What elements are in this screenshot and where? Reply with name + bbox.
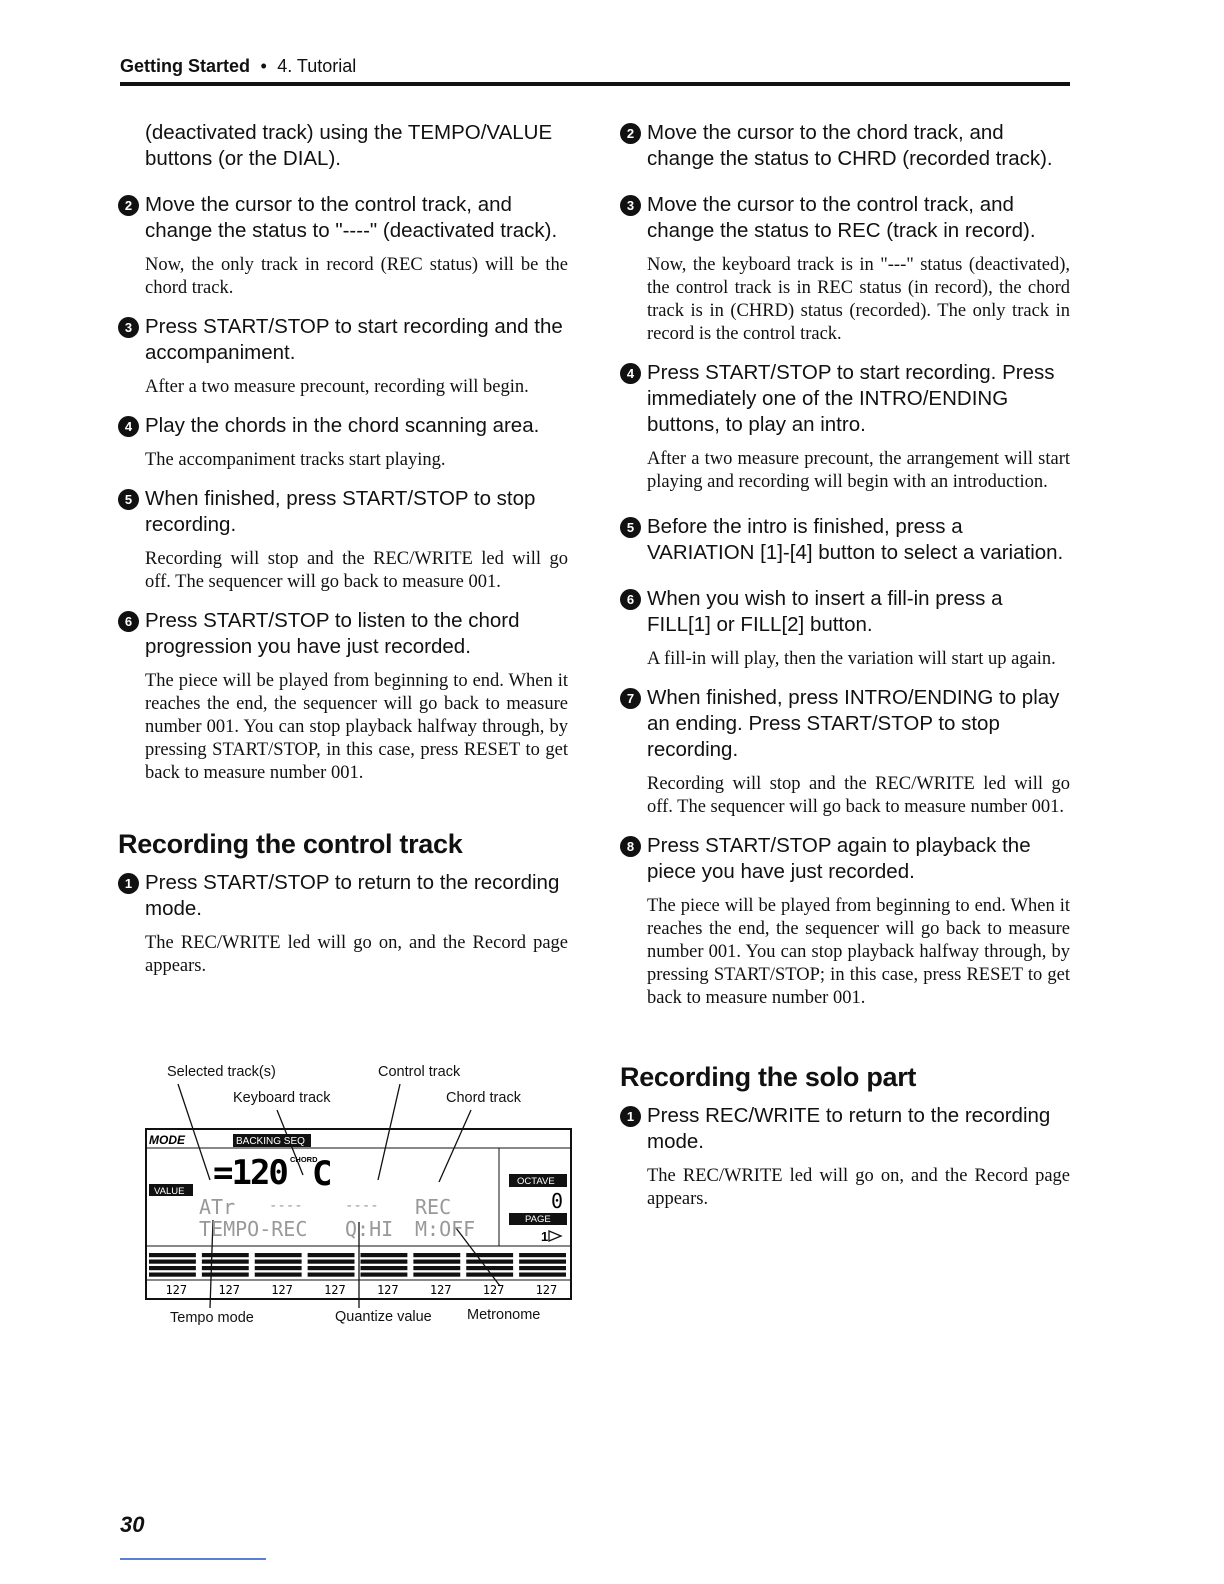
lcd-meter-bar xyxy=(149,1260,196,1264)
lcd-octave-tag: OCTAVE xyxy=(517,1176,555,1187)
step-instruction: Press REC/WRITE to return to the recording mode. xyxy=(647,1104,1051,1153)
step-2 xyxy=(118,192,568,244)
lcd-channel-value: 127 xyxy=(165,1283,188,1297)
lcd-track-status: ATr xyxy=(199,1195,236,1219)
step-instruction: When you wish to insert a fill-in press a FILL[1] or FILL[2] button. xyxy=(647,587,1003,636)
step-instruction: Move the cursor to the control track, and change the status to "----" (deactivated track). xyxy=(145,193,558,242)
step-body: Now, the only track in record (REC status) will be the chord track. xyxy=(145,255,568,298)
lcd-channel-value: 127 xyxy=(324,1283,346,1297)
lcd-meter-bar xyxy=(308,1260,355,1264)
lcd-meter-bar xyxy=(519,1260,566,1264)
step-number-badge: 3 xyxy=(620,195,641,216)
lcd-meter-bar xyxy=(149,1266,196,1270)
step-body: Recording will stop and the REC/WRITE led will go off. The sequencer will go back to measure 001. xyxy=(145,549,568,592)
step-instruction: When finished, press START/STOP to stop recording. xyxy=(145,487,536,536)
step-5 xyxy=(118,486,568,538)
page-number: 30 xyxy=(120,1512,145,1537)
step-number-badge: 1 xyxy=(118,873,139,894)
step-7 xyxy=(620,685,1070,763)
label-tempo-mode: Tempo mode xyxy=(170,1310,254,1326)
step-body: The piece will be played from beginning to end. When it reaches the end, the sequencer will go back to measure number 001. You can stop playback halfway through, by pressing START/STOP, in this case, press RESET to get back to measure number 001. xyxy=(145,671,568,783)
step-body: Recording will stop and the REC/WRITE led will go off. The sequencer will go back to measure number 001. xyxy=(647,774,1070,817)
lcd-dashes-2: ---- xyxy=(345,1198,379,1214)
lcd-meter-bar xyxy=(413,1266,460,1270)
step-body: The accompaniment tracks start playing. xyxy=(145,450,446,470)
lcd-meter-bar xyxy=(466,1253,513,1257)
lcd-chord-tag: CHORD xyxy=(290,1155,318,1164)
step-body: After a two measure precount, recording will begin. xyxy=(145,377,529,397)
step-4 xyxy=(620,360,1070,438)
step-body: Now, the keyboard track is in "---" status (deactivated), the control track is in REC status (in record), the chord track is in (CHRD) status (recorded). The only track in record is the control track. xyxy=(647,255,1070,344)
lcd-octave-value: 0 xyxy=(551,1189,564,1213)
step-number-badge: 1 xyxy=(620,1106,641,1127)
lcd-channel-value: 127 xyxy=(218,1283,240,1297)
lcd-meter-bar xyxy=(413,1253,460,1257)
step-instruction-continued: (deactivated track) using the TEMPO/VALUE buttons (or the DIAL). xyxy=(145,121,553,170)
step-instruction: Press START/STOP to listen to the chord progression you have just recorded. xyxy=(145,609,520,658)
step-4 xyxy=(118,413,568,439)
lcd-meter-bar xyxy=(149,1253,196,1257)
header-subsection: 4. Tutorial xyxy=(277,56,357,76)
step-5 xyxy=(620,514,1070,566)
lcd-tempo-mode: TEMPO-REC xyxy=(199,1217,308,1241)
play-arrow-icon xyxy=(549,1231,561,1241)
lcd-dashes-1: ---- xyxy=(269,1198,303,1214)
label-selected-tracks: Selected track(s) xyxy=(167,1064,276,1080)
lcd-channel-meters xyxy=(149,1253,566,1297)
step-instruction: Press START/STOP to start recording and the accompaniment. xyxy=(145,315,563,364)
step-number-badge: 7 xyxy=(620,688,641,709)
step-number-badge: 4 xyxy=(118,416,139,437)
lcd-meter-bar xyxy=(413,1273,460,1277)
lcd-meter-bar xyxy=(466,1273,513,1277)
label-metronome: Metronome xyxy=(467,1307,541,1323)
lcd-tempo: =120 xyxy=(213,1153,287,1193)
step-number-badge: 3 xyxy=(118,317,139,338)
lcd-channel-value: 127 xyxy=(376,1283,399,1297)
lcd-page-tag: PAGE xyxy=(525,1214,551,1225)
lcd-meter-bar xyxy=(202,1253,249,1257)
lcd-meter-bar xyxy=(466,1266,513,1270)
lcd-meter-bar xyxy=(361,1266,408,1270)
step-8 xyxy=(620,833,1070,885)
lcd-channel-value: 127 xyxy=(429,1283,452,1297)
lcd-meter-bar xyxy=(466,1260,513,1264)
step-3 xyxy=(118,314,568,366)
lcd-rec: REC xyxy=(415,1195,452,1219)
step-number-badge: 4 xyxy=(620,363,641,384)
step-instruction: Press START/STOP again to playback the piece you have just recorded. xyxy=(647,834,1031,883)
lcd-meter-bar xyxy=(361,1260,408,1264)
header-section: Getting Started xyxy=(120,56,251,76)
lcd-screen xyxy=(147,1130,570,1298)
step-instruction: Before the intro is finished, press a VARIATION [1]-[4] button to select a variation. xyxy=(647,515,1064,564)
step-6 xyxy=(118,608,568,660)
step-instruction: Move the cursor to the control track, and change the status to REC (track in record). xyxy=(647,193,1036,242)
step-number-badge: 6 xyxy=(620,589,641,610)
step-number-badge: 2 xyxy=(118,195,139,216)
label-keyboard-track: Keyboard track xyxy=(233,1090,331,1106)
step-3 xyxy=(620,192,1070,244)
left-column xyxy=(118,120,568,978)
step-2 xyxy=(620,120,1070,172)
label-control-track: Control track xyxy=(378,1064,461,1080)
lcd-meter-bar xyxy=(308,1266,355,1270)
step-instruction: When finished, press INTRO/ENDING to play an ending. Press START/STOP to stop recording. xyxy=(647,686,1060,761)
lcd-channel-value: 127 xyxy=(271,1283,293,1297)
step-body: After a two measure precount, the arrangement will start playing and recording will begin with an introduction. xyxy=(647,449,1070,492)
step-body: The piece will be played from beginning to end. When it reaches the end, the sequencer will go back to measure number 001. You can stop playback halfway through, by pressing START/STOP; in this case, press RESET to get back to measure number 001. xyxy=(647,896,1070,1008)
lcd-meter-bar xyxy=(519,1266,566,1270)
lcd-quantize: Q:HI xyxy=(345,1217,394,1241)
lcd-meter-bar xyxy=(255,1266,302,1270)
lcd-meter-bar xyxy=(202,1273,249,1277)
step-1 xyxy=(118,870,568,922)
step-number-badge: 5 xyxy=(620,517,641,538)
section-title: Recording the control track xyxy=(118,829,463,859)
step-instruction: Play the chords in the chord scanning area. xyxy=(145,414,540,437)
step-body: The REC/WRITE led will go on, and the Record page appears. xyxy=(647,1166,1070,1209)
step-body: The REC/WRITE led will go on, and the Record page appears. xyxy=(145,933,568,976)
lcd-meter-bar xyxy=(255,1260,302,1264)
lcd-value-tag: VALUE xyxy=(154,1186,185,1197)
lcd-meter-bar xyxy=(519,1253,566,1257)
lcd-page-value: 1 xyxy=(541,1229,549,1244)
lcd-meter-bar xyxy=(361,1253,408,1257)
step-number-badge: 2 xyxy=(620,123,641,144)
step-number-badge: 8 xyxy=(620,836,641,857)
step-number-badge: 5 xyxy=(118,489,139,510)
lcd-mode: MODE xyxy=(149,1133,185,1147)
section-title: Recording the solo part xyxy=(620,1062,917,1092)
label-quantize-value: Quantize value xyxy=(335,1309,432,1325)
lcd-channel-value: 127 xyxy=(482,1283,505,1297)
lcd-meter-bar xyxy=(308,1273,355,1277)
lcd-meter-bar xyxy=(255,1253,302,1257)
step-instruction: Press START/STOP to start recording. Press immediately one of the INTRO/ENDING buttons, to play an intro. xyxy=(647,361,1055,436)
lcd-meter-bar xyxy=(202,1266,249,1270)
lcd-backing-seq: BACKING SEQ xyxy=(236,1136,305,1147)
step-6 xyxy=(620,586,1070,638)
label-chord-track: Chord track xyxy=(446,1090,521,1106)
lcd-meter-bar xyxy=(202,1260,249,1264)
lcd-chord-value: C xyxy=(312,1154,333,1194)
header-separator: • xyxy=(260,56,267,76)
lcd-meter-bar xyxy=(149,1273,196,1277)
step-instruction: Press START/STOP to return to the recording mode. xyxy=(145,871,560,920)
footer-rule xyxy=(120,1558,266,1560)
lcd-meter-bar xyxy=(255,1273,302,1277)
lcd-meter-bar xyxy=(413,1260,460,1264)
page-header xyxy=(120,56,1070,86)
lcd-meter-bar xyxy=(361,1273,408,1277)
lcd-meter-bar xyxy=(308,1253,355,1257)
step-number-badge: 6 xyxy=(118,611,139,632)
lcd-figure xyxy=(145,1060,570,1335)
step-instruction: Move the cursor to the chord track, and change the status to CHRD (recorded track). xyxy=(647,121,1053,170)
lcd-channel-value: 127 xyxy=(535,1283,558,1297)
step-body: A fill-in will play, then the variation will start up again. xyxy=(647,649,1056,669)
right-column xyxy=(620,120,1070,1211)
step-1 xyxy=(620,1103,1070,1155)
lcd-display xyxy=(145,1128,572,1300)
lcd-metro: M:OFF xyxy=(415,1217,476,1241)
lcd-meter-bar xyxy=(519,1273,566,1277)
